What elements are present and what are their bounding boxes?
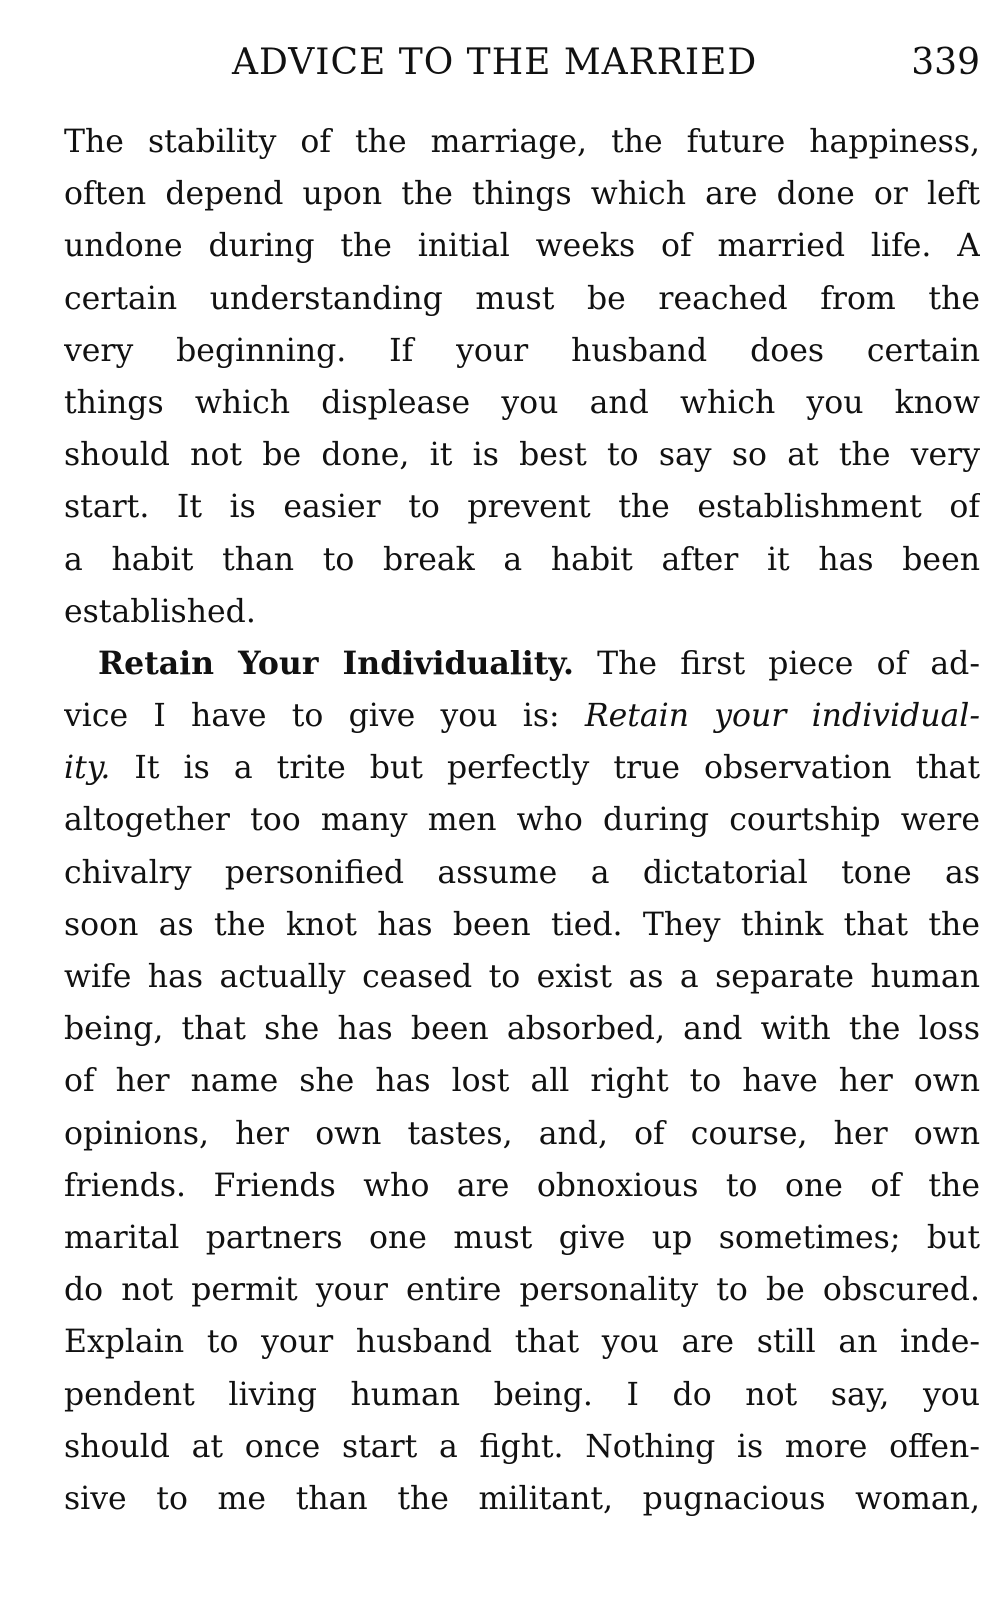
text-line: wife has actually ceased to exist as a separate human	[64, 959, 980, 995]
text-line: sive to me than the militant, pugnacious woman,	[64, 1480, 980, 1517]
text-line: undone during the initial weeks of married life. A	[64, 228, 980, 265]
running-title: ADVICE TO THE MARRIED	[232, 42, 758, 83]
body-text	[64, 116, 980, 1525]
text-line: friends. Friends who are obnoxious to one of the	[64, 1167, 980, 1204]
text-line: The stability of the marriage, the future happiness,	[64, 124, 980, 160]
text-line: opinions, her own tastes, and, of course, her own	[64, 1115, 980, 1152]
text-line: of her name she has lost all right to have her own	[64, 1063, 980, 1100]
running-head	[64, 38, 980, 88]
text-line	[64, 690, 980, 742]
text-line: Explain to your husband that you are still an inde-	[64, 1324, 980, 1361]
text-line: a habit than to break a habit after it has been	[64, 541, 980, 578]
text-line: should at once start a fight. Nothing is more offen-	[64, 1428, 980, 1465]
text-run: It is a trite but perfectly true observation that	[134, 750, 980, 787]
emphasis-text: Retain your individual-	[584, 698, 980, 735]
text-line: certain understanding must be reached from the	[64, 280, 980, 317]
text-line: very beginning. If your husband does certain	[64, 332, 980, 369]
text-line: established.	[64, 593, 256, 630]
text-line: do not permit your entire personality to be obscured.	[64, 1272, 980, 1309]
text-line: pendent living human being. I do not say, you	[64, 1376, 980, 1413]
text-line: chivalry personified assume a dictatorial tone as	[64, 854, 980, 891]
section-heading: Retain Your Individuality.	[98, 644, 574, 682]
text-line	[64, 638, 980, 690]
paragraph-retain-individuality	[64, 638, 980, 1525]
text-line: should not be done, it is best to say so at the very	[64, 437, 980, 474]
text-line: start. It is easier to prevent the establishment of	[64, 489, 980, 526]
text-run: vice I have to give you is:	[64, 698, 560, 735]
text-run: The first piece of ad-	[597, 645, 980, 682]
text-line: marital partners one must give up sometimes; but	[64, 1219, 980, 1256]
text-line: soon as the knot has been tied. They think that the	[64, 906, 980, 943]
emphasis-text: ity.	[64, 750, 111, 787]
text-line: being, that she has been absorbed, and with the loss	[64, 1011, 980, 1048]
paragraph-opening	[64, 116, 980, 638]
page-number: 339	[911, 42, 980, 83]
text-line: often depend upon the things which are done or left	[64, 176, 980, 213]
text-line: altogether too many men who during courtship were	[64, 802, 980, 839]
text-line	[64, 742, 980, 794]
text-line: things which displease you and which you know	[64, 384, 980, 421]
